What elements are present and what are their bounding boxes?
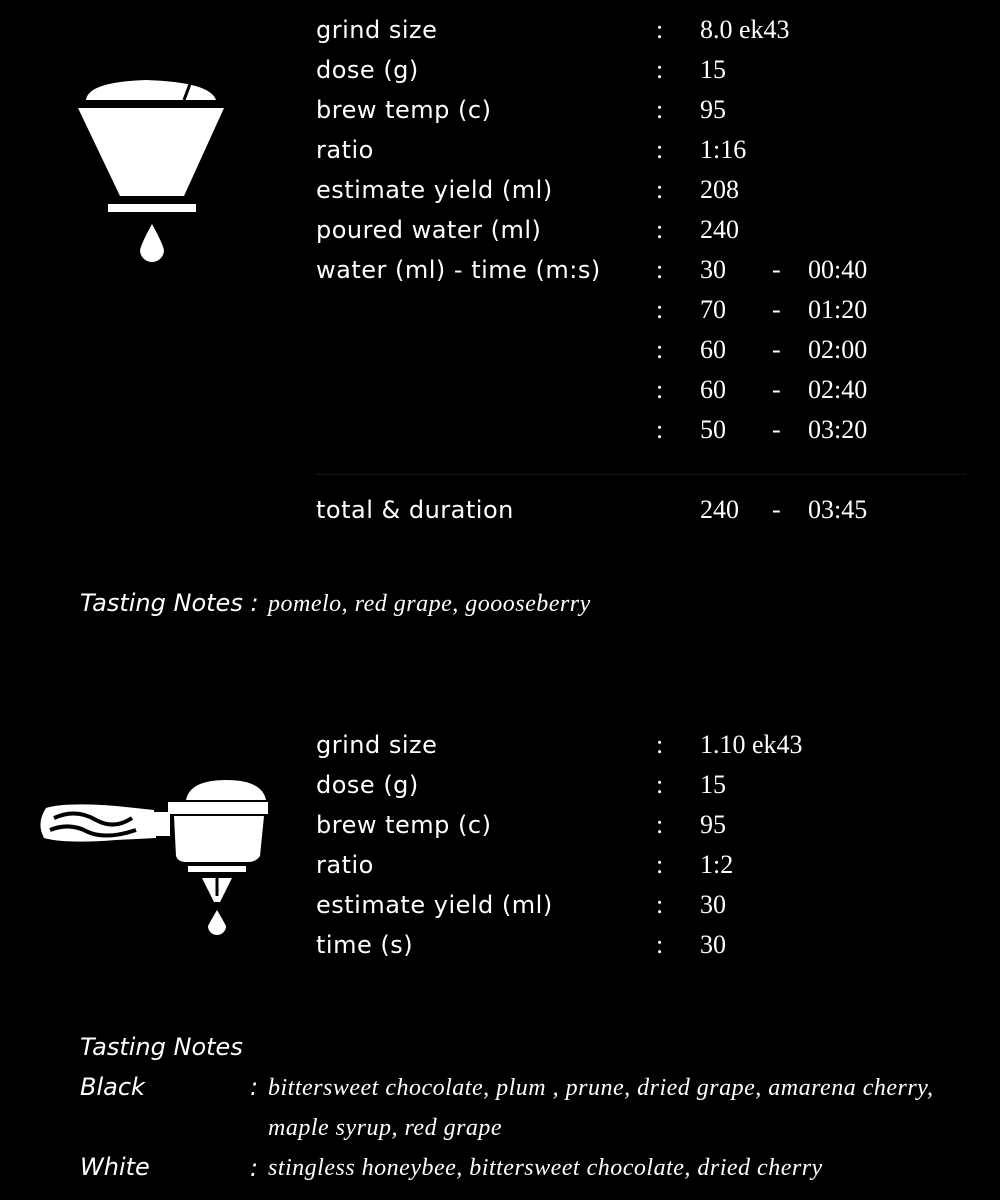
black-notes-line2: maple syrup, red grape — [268, 1115, 503, 1141]
espresso-time-label: time (s) — [316, 931, 414, 959]
pourover-tasting-label: Tasting Notes : — [80, 589, 259, 617]
pour-water: 30 — [700, 255, 726, 284]
pour-time: 00:40 — [808, 255, 868, 284]
pourover-ratio-value: 1:16 — [700, 135, 747, 164]
pourover-dose-label: dose (g) — [316, 56, 419, 84]
white-label: White — [80, 1153, 150, 1181]
espresso-temp-value: 95 — [700, 810, 726, 839]
colon: : — [656, 890, 664, 919]
total-water: 240 — [700, 495, 739, 524]
colon: : — [656, 295, 664, 324]
espresso-ratio-value: 1:2 — [700, 850, 734, 879]
pourover-tasting-notes: pomelo, red grape, goooseberry — [268, 591, 591, 617]
colon: : — [656, 255, 664, 284]
pour-time: 02:40 — [808, 375, 868, 404]
colon: : — [656, 770, 664, 799]
espresso-dose-label: dose (g) — [316, 771, 419, 799]
pour-water: 60 — [700, 335, 726, 364]
pour-time: 02:00 — [808, 335, 868, 364]
dash: - — [772, 295, 781, 324]
black-label: Black — [80, 1073, 145, 1101]
colon: : — [656, 375, 664, 404]
colon: : — [656, 850, 664, 879]
pourover-dose-value: 15 — [700, 55, 726, 84]
divider — [316, 474, 966, 475]
colon: : — [656, 730, 664, 759]
espresso-ratio-label: ratio — [316, 851, 374, 879]
pourover-poured-label: poured water (ml) — [316, 216, 542, 244]
pourover-yield-label: estimate yield (ml) — [316, 176, 553, 204]
black-notes-line1: bittersweet chocolate, plum , prune, dried grape, amarena cherry, — [268, 1075, 934, 1101]
pour-time: 01:20 — [808, 295, 868, 324]
colon: : — [656, 215, 664, 244]
colon: : — [656, 930, 664, 959]
pourover-yield-value: 208 — [700, 175, 739, 204]
pour-time: 03:20 — [808, 415, 868, 444]
colon: : — [656, 135, 664, 164]
espresso-dose-value: 15 — [700, 770, 726, 799]
dash: - — [772, 495, 781, 524]
pour-water: 60 — [700, 375, 726, 404]
total-label: total & duration — [316, 496, 514, 524]
pours-label: water (ml) - time (m:s) — [316, 256, 601, 284]
espresso-grind-label: grind size — [316, 731, 438, 759]
colon: : — [656, 15, 664, 44]
total-time: 03:45 — [808, 495, 868, 524]
colon: : — [250, 1073, 259, 1101]
pourover-temp-value: 95 — [700, 95, 726, 124]
dash: - — [772, 415, 781, 444]
colon: : — [656, 55, 664, 84]
colon: : — [656, 810, 664, 839]
dash: - — [772, 255, 781, 284]
pourover-poured-value: 240 — [700, 215, 739, 244]
colon: : — [250, 1154, 259, 1182]
colon: : — [656, 335, 664, 364]
colon: : — [656, 175, 664, 204]
espresso-time-value: 30 — [700, 930, 726, 959]
pourover-grind-label: grind size — [316, 16, 438, 44]
dash: - — [772, 335, 781, 364]
espresso-temp-label: brew temp (c) — [316, 811, 492, 839]
colon: : — [656, 95, 664, 124]
dash: - — [772, 375, 781, 404]
espresso-yield-label: estimate yield (ml) — [316, 891, 553, 919]
colon: : — [656, 415, 664, 444]
pour-water: 70 — [700, 295, 726, 324]
pourover-grind-value: 8.0 ek43 — [700, 15, 790, 44]
pourover-ratio-label: ratio — [316, 136, 374, 164]
white-notes: stingless honeybee, bittersweet chocolate, dried cherry — [268, 1155, 823, 1181]
pourover-temp-label: brew temp (c) — [316, 96, 492, 124]
espresso-yield-value: 30 — [700, 890, 726, 919]
espresso-tasting-label: Tasting Notes — [80, 1033, 243, 1061]
espresso-grind-value: 1.10 ek43 — [700, 730, 803, 759]
pour-water: 50 — [700, 415, 726, 444]
